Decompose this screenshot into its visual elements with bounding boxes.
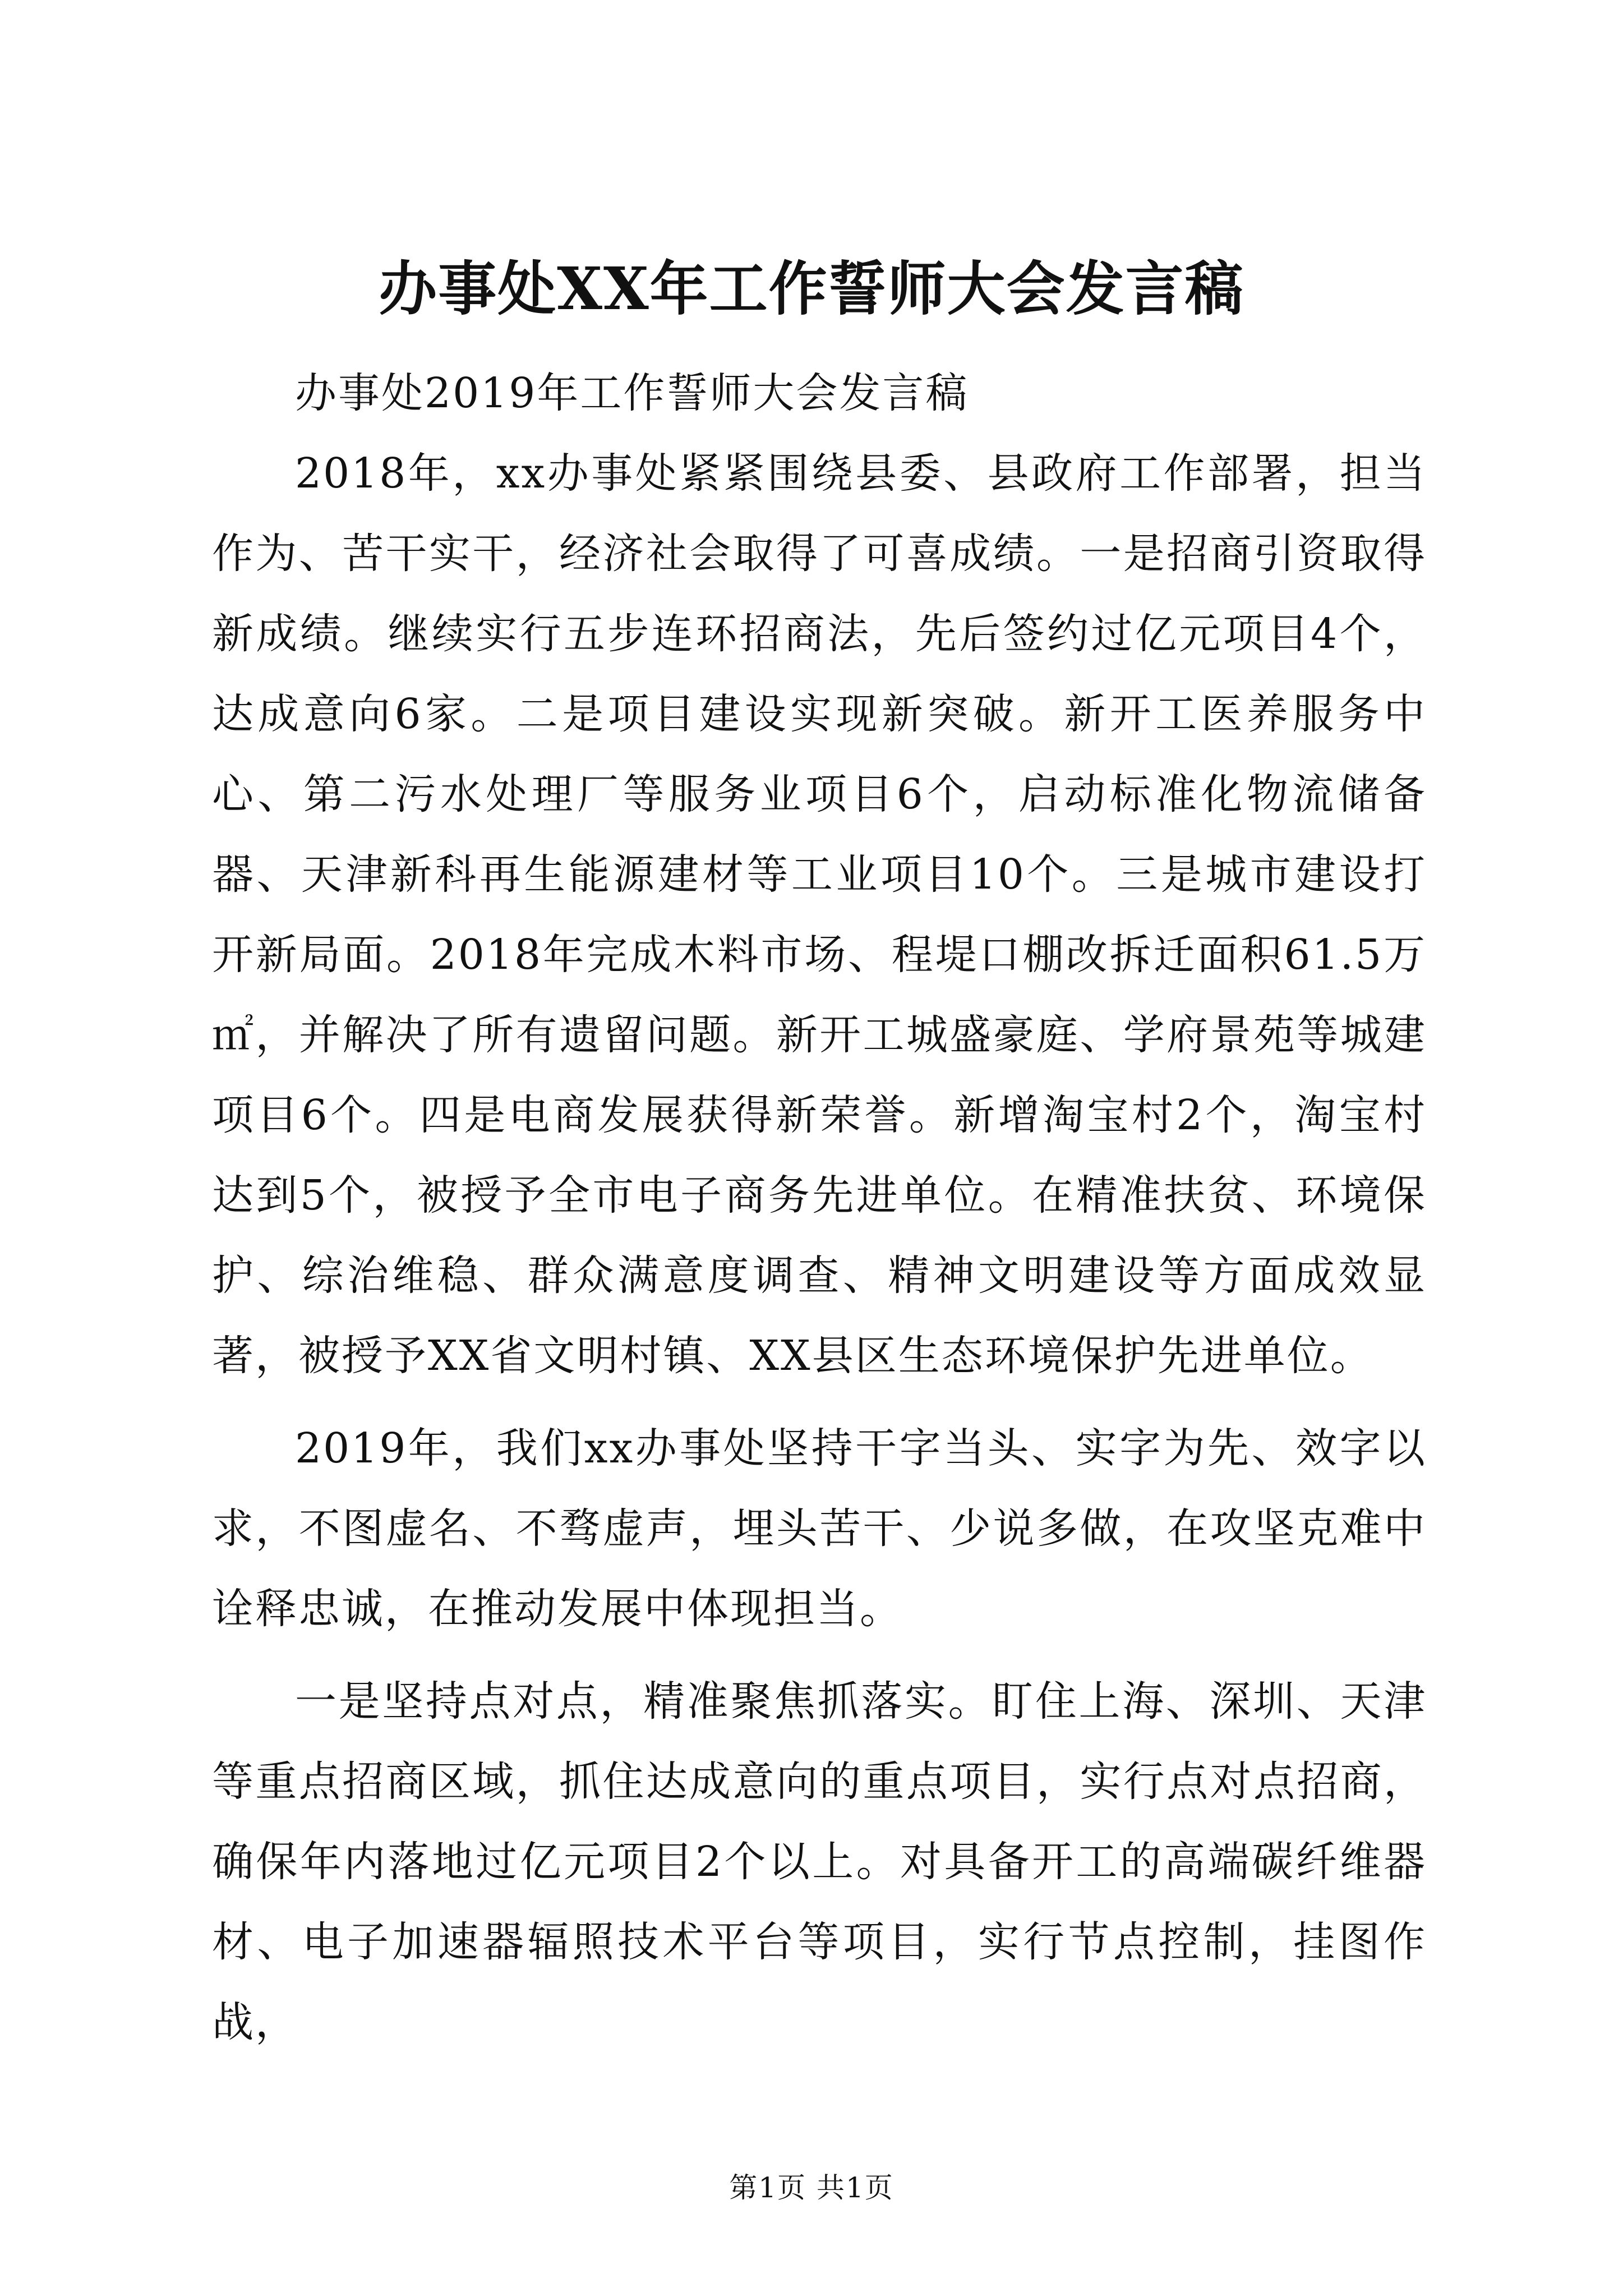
body-paragraph-2: 2019年，我们xx办事处坚持干字当头、实字为先、效字以求，不图虚名、不骛虚声，埋头苦干、少说多做，在攻坚克难中诠释忠诚，在推动发展中体现担当。	[212, 1424, 1427, 1633]
body-paragraph-1: 2018年，xx办事处紧紧围绕县委、县政府工作部署，担当作为、苦干实干，经济社会取得了可喜成绩。一是招商引资取得新成绩。继续实行五步连环招商法，先后签约过亿元项目4个，达成意向6家。二是项目建设实现新突破。新开工医养服务中心、第二污水处理厂等服务业项目6个，启动标准化物流储备器、天津新科再生能源建材等工业项目10个。三是城市建设打开新局面。2018年完成木料市场、程堤口棚改拆迁面积61.5万㎡，并解决了所有遗留问题。新开工城盛豪庭、学府景苑等城建项目6个。四是电商发展获得新荣誉。新增淘宝村2个，淘宝村达到5个，被授予全市电子商务先进单位。在精准扶贫、环境保护、综治维稳、群众满意度调查、精神文明建设等方面成效显著，被授予XX省文明村镇、XX县区生态环境保护先进单位。	[212, 449, 1427, 1380]
document-body	[212, 353, 1427, 2063]
subtitle-paragraph: 办事处2019年工作誓师大会发言稿	[295, 369, 969, 417]
body-paragraph-3: 一是坚持点对点，精准聚焦抓落实。盯住上海、深圳、天津等重点招商区域，抓住达成意向的重点项目，实行点对点招商，确保年内落地过亿元项目2个以上。对具备开工的高端碳纤维器材、电子加速器辐照技术平台等项目，实行节点控制，挂图作战，	[212, 1677, 1427, 2046]
page-footer: 第1页 共1页	[729, 2171, 894, 2204]
document-title: 办事处XX年工作誓师大会发言稿	[379, 254, 1244, 323]
